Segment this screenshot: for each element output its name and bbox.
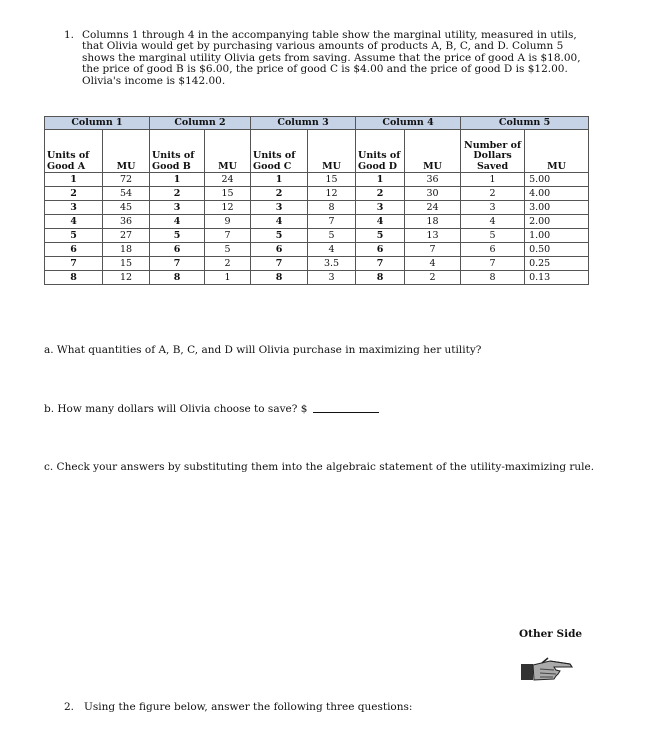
table-row — [45, 187, 589, 201]
table-cell: 18 — [405, 215, 461, 229]
table-cell: 4 — [150, 215, 205, 229]
header-cell: MU — [405, 130, 461, 173]
table-cell: 8 — [308, 201, 356, 215]
table-row — [45, 201, 589, 215]
header-cell: MU — [103, 130, 150, 173]
table-cell: 3 — [251, 201, 308, 215]
table-cell: 1 — [461, 173, 525, 187]
table-cell: 7 — [405, 243, 461, 257]
column-title-row — [45, 117, 589, 130]
header-cell: Units of Good A — [45, 130, 103, 173]
table-cell: 7 — [205, 229, 251, 243]
table-cell: 24 — [205, 173, 251, 187]
column-title: Column 4 — [356, 117, 461, 130]
table-cell: 0.25 — [525, 257, 589, 271]
table-row — [45, 243, 589, 257]
table-cell: 7 — [356, 257, 405, 271]
pointing-hand-icon — [520, 655, 574, 683]
table-cell: 13 — [405, 229, 461, 243]
table-cell: 5 — [308, 229, 356, 243]
question-2-number: 2. — [64, 701, 75, 713]
header-cell: Units of Good D — [356, 130, 405, 173]
question-1c: c. Check your answers by substituting them into the algebraic statement of the utility-maximizing rule. — [44, 461, 595, 473]
header-cell: MU — [308, 130, 356, 173]
table-cell: 5 — [205, 243, 251, 257]
table-cell: 8 — [356, 271, 405, 285]
table-cell: 7 — [308, 215, 356, 229]
marginal-utility-table — [44, 116, 589, 285]
table-cell: 6 — [356, 243, 405, 257]
table-cell: 6 — [461, 243, 525, 257]
table-cell: 3.00 — [525, 201, 589, 215]
table-cell: 1 — [150, 173, 205, 187]
dollar-sign: $ — [300, 403, 308, 415]
table-cell: 2 — [461, 187, 525, 201]
table-cell: 0.13 — [525, 271, 589, 285]
question-1b-text: b. How many dollars will Olivia choose to save? — [44, 403, 298, 415]
table-cell: 5.00 — [525, 173, 589, 187]
table-cell: 6 — [45, 243, 103, 257]
table-cell: 4 — [405, 257, 461, 271]
table-cell: 1 — [356, 173, 405, 187]
table-cell: 7 — [251, 257, 308, 271]
table-cell: 3 — [461, 201, 525, 215]
table-cell: 6 — [150, 243, 205, 257]
table-cell: 2 — [150, 187, 205, 201]
table-cell: 2 — [205, 257, 251, 271]
table-cell: 4 — [45, 215, 103, 229]
table-cell: 2 — [356, 187, 405, 201]
table-cell: 12 — [205, 201, 251, 215]
column-title: Column 3 — [251, 117, 356, 130]
table-cell: 6 — [251, 243, 308, 257]
table-cell: 12 — [308, 187, 356, 201]
table-cell: 72 — [103, 173, 150, 187]
table-cell: 7 — [45, 257, 103, 271]
table-cell: 5 — [461, 229, 525, 243]
column-title: Column 1 — [45, 117, 150, 130]
table-cell: 5 — [356, 229, 405, 243]
table-row — [45, 257, 589, 271]
table-cell: 30 — [405, 187, 461, 201]
table-cell: 12 — [103, 271, 150, 285]
table-cell: 54 — [103, 187, 150, 201]
table-cell: 1.00 — [525, 229, 589, 243]
table-cell: 1 — [45, 173, 103, 187]
table-cell: 1 — [205, 271, 251, 285]
table-cell: 4 — [251, 215, 308, 229]
header-cell: MU — [525, 130, 589, 173]
column-title: Column 5 — [461, 117, 589, 130]
table-row — [45, 271, 589, 285]
question-1a: a. What quantities of A, B, C, and D will Olivia purchase in maximizing her utility? — [44, 344, 482, 356]
table-cell: 8 — [251, 271, 308, 285]
table-cell: 7 — [150, 257, 205, 271]
table-cell: 24 — [405, 201, 461, 215]
question-1-number: 1. — [64, 29, 75, 41]
table-cell: 1 — [251, 173, 308, 187]
header-cell: Number of Dollars Saved — [461, 130, 525, 173]
table-cell: 45 — [103, 201, 150, 215]
question-1b — [44, 403, 379, 415]
table-cell: 3 — [356, 201, 405, 215]
table-cell: 15 — [103, 257, 150, 271]
header-cell: Units of Good C — [251, 130, 308, 173]
table-cell: 5 — [150, 229, 205, 243]
table-cell: 2 — [251, 187, 308, 201]
answer-blank[interactable] — [313, 412, 379, 413]
column-title: Column 2 — [150, 117, 251, 130]
table-cell: 2 — [405, 271, 461, 285]
other-side-label: Other Side — [519, 628, 583, 640]
table-cell: 36 — [405, 173, 461, 187]
table-cell: 3 — [45, 201, 103, 215]
question-1-text: Columns 1 through 4 in the accompanying table show the marginal utility, measured in utils, that Olivia would get by purchasing various amounts of products A, B, C, and D. Column 5 shows the marginal utility Olivia gets from saving. Assume that the price of good A is $18.00, the price of good B is $6.00, the price of good C is $4.00 and the price of good D is $12.00. Olivia's income is $142.00. — [82, 29, 581, 87]
table-row — [45, 229, 589, 243]
table-cell: 0.50 — [525, 243, 589, 257]
table-cell: 3.5 — [308, 257, 356, 271]
table-cell: 27 — [103, 229, 150, 243]
table-cell: 8 — [461, 271, 525, 285]
header-cell: Units of Good B — [150, 130, 205, 173]
table-cell: 7 — [461, 257, 525, 271]
table-row — [45, 173, 589, 187]
table-cell: 5 — [251, 229, 308, 243]
table-cell: 8 — [45, 271, 103, 285]
table-cell: 4 — [356, 215, 405, 229]
header-row — [45, 130, 589, 173]
question-2-text: Using the figure below, answer the following three questions: — [84, 701, 413, 713]
table-cell: 4 — [308, 243, 356, 257]
table-cell: 15 — [308, 173, 356, 187]
header-cell: MU — [205, 130, 251, 173]
table-cell: 4.00 — [525, 187, 589, 201]
table-row — [45, 215, 589, 229]
question-2 — [64, 701, 412, 713]
table-cell: 4 — [461, 215, 525, 229]
table-cell: 2.00 — [525, 215, 589, 229]
table-cell: 9 — [205, 215, 251, 229]
table-cell: 5 — [45, 229, 103, 243]
table-cell: 2 — [45, 187, 103, 201]
table-cell: 8 — [150, 271, 205, 285]
table-cell: 3 — [308, 271, 356, 285]
table-cell: 18 — [103, 243, 150, 257]
table-cell: 15 — [205, 187, 251, 201]
table-cell: 3 — [150, 201, 205, 215]
table-cell: 36 — [103, 215, 150, 229]
